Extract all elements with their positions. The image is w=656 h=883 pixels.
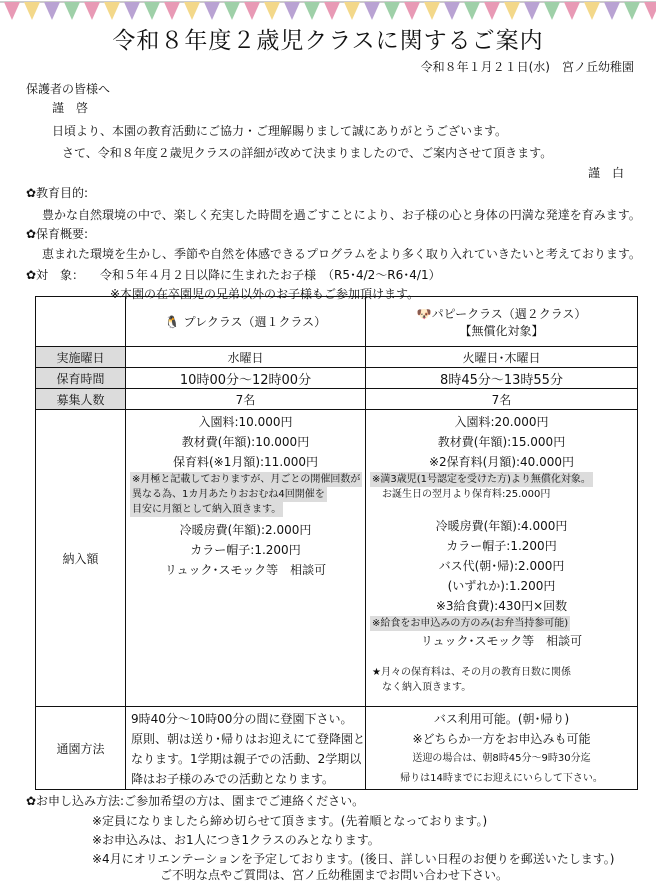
puppy-materials-fee: 教材費(年額):15.000円 [437, 435, 566, 449]
bunting-flag [124, 2, 140, 20]
table-header-row [36, 297, 638, 347]
footer-contact: ご不明な点やご質問は、宮ノ丘幼稚園までお問い合わせ下さい。 [160, 868, 509, 882]
pre-class-header-label: プレクラス（週１クラス） [183, 315, 327, 329]
commute-pre-line4: 降はお子様のみでの活動となります。 [131, 772, 335, 786]
commute-puppy-line3: 送迎の場合は、朝8時45分～9時30分迄 [412, 753, 591, 764]
bunting-flag [624, 2, 640, 20]
hours-pre: 10時00分～12時00分 [126, 368, 366, 389]
dog-icon: 🐶 [416, 306, 432, 321]
commute-pre-line3: なります。1学期は親子での活動、2学期以 [131, 752, 362, 766]
pre-materials-fee: 教材費(年額):10.000円 [181, 435, 310, 449]
capacity-pre: 7名 [126, 389, 366, 410]
purpose-body: 豊かな自然環境の中で、楽しく充実した時間を過ごすことにより、お子様の心と身体の円満な発達を育みます。 [42, 208, 641, 222]
bunting-flag [644, 2, 656, 20]
greeting-line2: さて、令和８年度２歳児クラスの詳細が改めて決まりましたので、ご案内させて頂きます。 [62, 146, 553, 160]
bunting-flag [444, 2, 460, 20]
bunting-flag [344, 2, 360, 20]
bunting-flag [164, 2, 180, 20]
greeting-opening: 謹 啓 [52, 101, 89, 115]
bunting-flag [564, 2, 580, 20]
target-heading: ✿対 象： [26, 268, 85, 282]
bunting-flag [384, 2, 400, 20]
bunting-flag [264, 2, 280, 20]
capacity-label: 募集人数 [36, 389, 126, 410]
table-row [36, 389, 638, 410]
overview-body: 恵まれた環境を生かし、季節や自然を体感できるプログラムをより多く取り入れていきたいと考えております。 [42, 247, 641, 261]
bunting-flag [44, 2, 60, 20]
footer-note-one-class: ※お申込みは、お1人につき1クラスのみとなります。 [92, 833, 380, 847]
days-label: 実施曜日 [36, 347, 126, 368]
bunting-flag [244, 2, 260, 20]
puppy-hat-fee: カラー帽子:1.200円 [446, 539, 557, 553]
date-line: 令和８年１月２１日(水) 宮ノ丘幼稚園 [420, 60, 634, 74]
hours-label: 保育時間 [36, 368, 126, 389]
bunting-flag [204, 2, 220, 20]
commute-puppy-line1: バス利用可能。(朝･帰り) [433, 712, 570, 726]
puppy-monthly-note-1: ★月々の保育料は、その月の教育日数に関係 [372, 667, 571, 678]
bunting-flag [184, 2, 200, 20]
bunting-flag [404, 2, 420, 20]
commute-puppy-line4: 帰りは14時までにお迎えにいらして下さい。 [400, 773, 603, 784]
bunting-flag [424, 2, 440, 20]
pre-entry-fee: 入園料:10.000円 [198, 415, 293, 429]
pre-class-header [126, 297, 366, 347]
bunting-flag [284, 2, 300, 20]
bunting-flag [144, 2, 160, 20]
target-note: ※本園の在卒園児の兄弟以外のお子様もご参加頂けます。 [110, 287, 420, 301]
pre-heating-fee: 冷暖房費(年額):2.000円 [179, 523, 312, 537]
bunting-flag [544, 2, 560, 20]
commute-pre-line1: 9時40分～10時00分の間に登園下さい。 [131, 712, 353, 726]
fees-pre [126, 410, 366, 707]
commute-pre-line2: 原則、朝は送り･帰りはお迎えにて登降園と [131, 732, 366, 746]
pre-note-3: 目安に月額として納入頂きます。 [132, 504, 282, 515]
puppy-entry-fee: 入園料:20.000円 [454, 415, 549, 429]
puppy-note-1: ※満3歳児(1号認定を受けた方)より無償化対象。 [372, 474, 591, 485]
bunting-flag [304, 2, 320, 20]
bunting-flag [464, 2, 480, 20]
purpose-heading: ✿教育目的: [26, 186, 89, 200]
free-tuition-label: 【無償化対象】 [459, 323, 544, 338]
bunting-flag [64, 2, 80, 20]
greeting-to: 保護者の皆様へ [26, 82, 111, 96]
commute-pre [126, 707, 366, 790]
capacity-puppy: 7名 [366, 389, 638, 410]
bunting-flag [24, 2, 40, 20]
bunting-flag [224, 2, 240, 20]
bunting-flag [604, 2, 620, 20]
page-title: 令和８年度２歳児クラスに関するご案内 [112, 28, 544, 54]
commute-puppy [366, 707, 638, 790]
bunting-flag [324, 2, 340, 20]
overview-heading: ✿保育概要: [26, 227, 89, 241]
fee-label: 納入額 [36, 410, 126, 707]
commute-label: 通園方法 [36, 707, 126, 790]
bunting-flag [4, 2, 20, 20]
puppy-heating-fee: 冷暖房費(年額):4.000円 [435, 519, 568, 533]
penguin-icon: 🐧 [164, 315, 180, 329]
table-row [36, 368, 638, 389]
commute-row [36, 707, 638, 790]
pre-note-2: 異なる為、1カ月あたりおおむね4回開催を [132, 489, 325, 500]
puppy-note-2: お誕生日の翌月より保育料:25.000円 [382, 489, 551, 500]
header-empty-cell [36, 297, 126, 347]
puppy-bus-fee: バス代(朝･帰):2.000円 [438, 559, 565, 573]
puppy-class-header [366, 297, 638, 347]
target-body: 令和５年４月２日以降に生まれたお子様 （R5･4/2～R6･4/1） [100, 268, 441, 282]
puppy-lunch-fee: ※3給食費):430円×回数 [435, 599, 568, 613]
bunting-flag [584, 2, 600, 20]
days-pre: 水曜日 [126, 347, 366, 368]
bunting-decoration [0, 0, 656, 24]
bunting-flag [524, 2, 540, 20]
footer-apply-method: ✿お申し込み方法:ご参加希望の方は、園までご連絡ください。 [26, 794, 365, 808]
greeting-line1: 日頃より、本園の教育活動にご協力・ご理解賜りまして誠にありがとうございます。 [52, 124, 508, 138]
class-table [35, 296, 638, 790]
pre-tuition-fee: 保育料(※1月額):11.000円 [172, 455, 319, 469]
bunting-flag [504, 2, 520, 20]
footer-note-capacity: ※定員になりましたら締め切らせて頂きます。(先着順となっております。) [92, 814, 488, 828]
puppy-bus-fee-either: (いずれか):1.200円 [447, 579, 556, 593]
bunting-flag [84, 2, 100, 20]
pre-note-1: ※月極と記載しておりますが、月ごとの開催回数が [132, 474, 361, 485]
greeting-closing: 謹 白 [587, 166, 624, 180]
pre-hat-fee: カラー帽子:1.200円 [190, 543, 301, 557]
bunting-flag [484, 2, 500, 20]
puppy-bag-note: リュック･スモック等 相談可 [420, 634, 583, 648]
pre-bag-note: リュック･スモック等 相談可 [164, 563, 327, 577]
puppy-tuition-fee: ※2保育料(月額):40.000円 [428, 455, 575, 469]
puppy-class-header-label: パピークラス（週２クラス） [431, 306, 587, 321]
table-row [36, 347, 638, 368]
bunting-flag [364, 2, 380, 20]
footer-note-orientation: ※4月にオリエンテーションを予定しております。(後日、詳しい日程のお便りを郵送いたします。) [92, 852, 615, 866]
fees-puppy [366, 410, 638, 707]
puppy-lunch-note: ※給食をお申込みの方のみ(お弁当持参可能) [372, 618, 569, 629]
puppy-monthly-note-2: なく納入頂きます。 [382, 682, 472, 693]
fee-row [36, 410, 638, 707]
commute-puppy-line2: ※どちらか一方をお申込みも可能 [412, 732, 591, 746]
bunting-flag [104, 2, 120, 20]
days-puppy: 火曜日･木曜日 [366, 347, 638, 368]
hours-puppy: 8時45分～13時55分 [366, 368, 638, 389]
